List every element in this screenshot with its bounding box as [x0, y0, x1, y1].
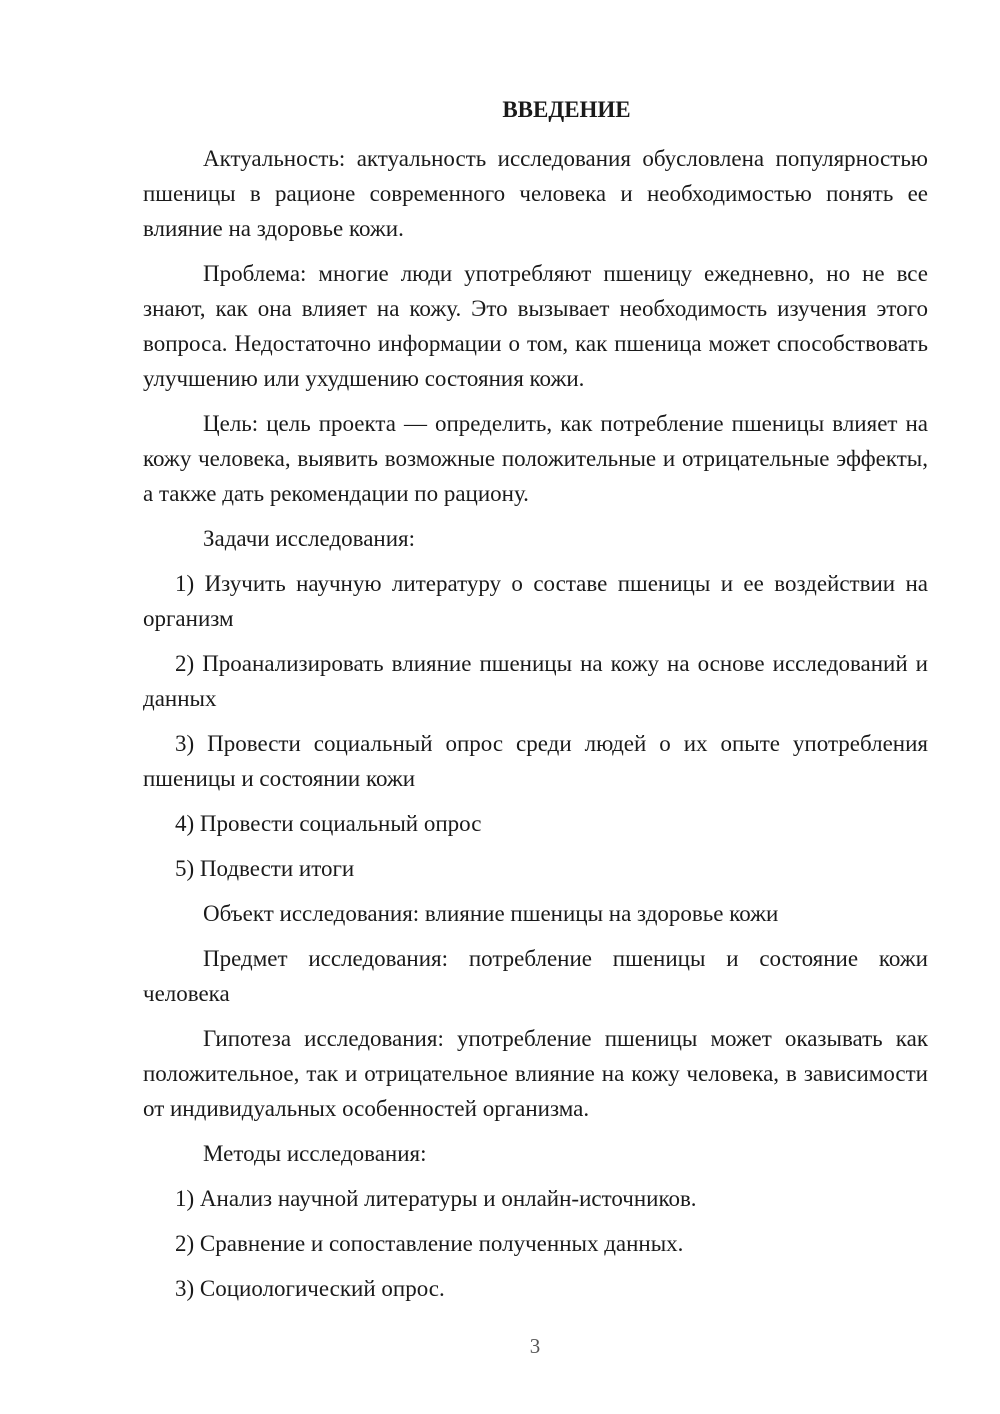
- method-item-1: 1) Анализ научной литературы и онлайн-источников.: [175, 1186, 697, 1211]
- task-item-4: 4) Провести социальный опрос: [175, 811, 482, 836]
- section-heading: ВВЕДЕНИЕ: [502, 97, 631, 122]
- relevance-paragraph: Актуальность: актуальность исследования обусловлена популярностью пшеницы в рационе современного человека и необходимостью понять ее влияние на здоровье кожи.: [143, 146, 928, 241]
- problem-paragraph: Проблема: многие люди употребляют пшеницу ежедневно, но не все знают, как она влияет на кожу. Это вызывает необходимость изучения этого вопроса. Недостаточно информации о том, как пшеница может способствовать улучшению или ухудшению состояния кожи.: [143, 261, 928, 391]
- tasks-title: Задачи исследования:: [203, 526, 416, 551]
- method-item-3: 3) Социологический опрос.: [175, 1276, 445, 1301]
- task-item-5: 5) Подвести итоги: [175, 856, 355, 881]
- task-item-3: 3) Провести социальный опрос среди людей о их опыте употребления пшеницы и состоянии кожи: [143, 731, 928, 791]
- hypothesis-paragraph: Гипотеза исследования: употребление пшеницы может оказывать как положительное, так и отрицательное влияние на кожу человека, в зависимости от индивидуальных особенностей организма.: [143, 1026, 928, 1121]
- task-item-2: 2) Проанализировать влияние пшеницы на кожу на основе исследований и данных: [143, 651, 928, 711]
- method-item-2: 2) Сравнение и сопоставление полученных данных.: [175, 1231, 684, 1256]
- subject-paragraph: Предмет исследования: потребление пшеницы и состояние кожи человека: [143, 946, 928, 1006]
- task-item-1: 1) Изучить научную литературу о составе пшеницы и ее воздействии на организм: [143, 571, 928, 631]
- goal-paragraph: Цель: цель проекта — определить, как потребление пшеницы влияет на кожу человека, выявить возможные положительные и отрицательные эффекты, а также дать рекомендации по рациону.: [143, 411, 928, 506]
- object-paragraph: Объект исследования: влияние пшеницы на здоровье кожи: [203, 901, 779, 926]
- methods-title: Методы исследования:: [203, 1141, 427, 1166]
- page-content: [143, 92, 928, 1316]
- page-number: 3: [529, 1334, 541, 1358]
